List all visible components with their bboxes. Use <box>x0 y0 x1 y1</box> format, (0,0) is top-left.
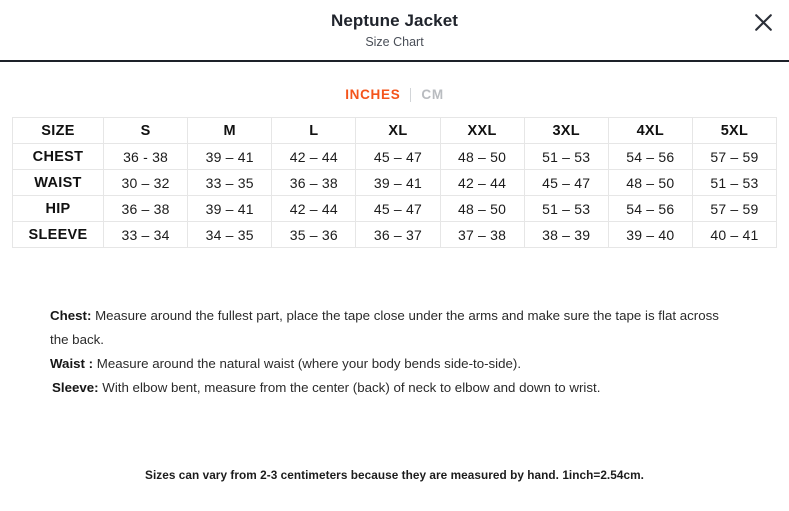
close-button[interactable] <box>747 6 779 38</box>
column-header-m: M <box>188 118 272 144</box>
cell-waist-m: 33 – 35 <box>188 170 272 196</box>
cell-chest-xxl: 48 – 50 <box>440 144 524 170</box>
column-header-xxl: XXL <box>440 118 524 144</box>
unit-toggle <box>0 86 789 104</box>
cell-hip-3xl: 51 – 53 <box>524 196 608 222</box>
column-header-s: S <box>104 118 188 144</box>
modal-header <box>0 0 789 62</box>
cell-sleeve-xxl: 37 – 38 <box>440 222 524 248</box>
column-header-size: SIZE <box>13 118 104 144</box>
note-waist <box>50 352 739 376</box>
note-chest-term: Chest: <box>50 308 92 323</box>
size-table-wrapper <box>12 117 777 248</box>
cell-chest-5xl: 57 – 59 <box>692 144 776 170</box>
cell-chest-4xl: 54 – 56 <box>608 144 692 170</box>
measurement-instructions <box>50 304 739 400</box>
cell-sleeve-5xl: 40 – 41 <box>692 222 776 248</box>
cell-hip-l: 42 – 44 <box>272 196 356 222</box>
tab-cm[interactable]: CM <box>421 87 444 103</box>
tab-inches[interactable]: INCHES <box>345 87 401 103</box>
cell-chest-l: 42 – 44 <box>272 144 356 170</box>
cell-waist-4xl: 48 – 50 <box>608 170 692 196</box>
cell-hip-xxl: 48 – 50 <box>440 196 524 222</box>
table-row <box>13 144 777 170</box>
row-label-sleeve: SLEEVE <box>13 222 104 248</box>
row-label-waist: WAIST <box>13 170 104 196</box>
note-sleeve-term: Sleeve: <box>52 380 99 395</box>
cell-waist-xxl: 42 – 44 <box>440 170 524 196</box>
table-row <box>13 196 777 222</box>
cell-sleeve-l: 35 – 36 <box>272 222 356 248</box>
cell-sleeve-s: 33 – 34 <box>104 222 188 248</box>
size-chart-table <box>12 117 777 248</box>
column-header-xl: XL <box>356 118 440 144</box>
note-sleeve-text: With elbow bent, measure from the center (back) of neck to elbow and down to wrist. <box>98 380 601 395</box>
disclaimer-note: Sizes can vary from 2-3 centimeters because they are measured by hand. 1inch=2.54cm. <box>145 468 644 482</box>
column-header-3xl: 3XL <box>524 118 608 144</box>
cell-sleeve-4xl: 39 – 40 <box>608 222 692 248</box>
cell-chest-xl: 45 – 47 <box>356 144 440 170</box>
note-sleeve <box>50 376 739 400</box>
column-header-4xl: 4XL <box>608 118 692 144</box>
cell-chest-s: 36 - 38 <box>104 144 188 170</box>
cell-waist-l: 36 – 38 <box>272 170 356 196</box>
page-subtitle: Size Chart <box>365 34 424 49</box>
cell-waist-3xl: 45 – 47 <box>524 170 608 196</box>
cell-chest-m: 39 – 41 <box>188 144 272 170</box>
cell-hip-s: 36 – 38 <box>104 196 188 222</box>
note-waist-term: Waist : <box>50 356 94 371</box>
table-row <box>13 222 777 248</box>
cell-hip-5xl: 57 – 59 <box>692 196 776 222</box>
cell-waist-xl: 39 – 41 <box>356 170 440 196</box>
cell-waist-s: 30 – 32 <box>104 170 188 196</box>
note-chest-text: Measure around the fullest part, place the tape close under the arms and make sure the tape is flat across the back. <box>50 308 719 347</box>
cell-hip-4xl: 54 – 56 <box>608 196 692 222</box>
page-title: Neptune Jacket <box>330 11 459 31</box>
table-row <box>13 170 777 196</box>
table-header-row <box>13 118 777 144</box>
cell-hip-m: 39 – 41 <box>188 196 272 222</box>
cell-sleeve-m: 34 – 35 <box>188 222 272 248</box>
row-label-chest: CHEST <box>13 144 104 170</box>
cell-hip-xl: 45 – 47 <box>356 196 440 222</box>
note-chest <box>50 304 739 352</box>
column-header-5xl: 5XL <box>692 118 776 144</box>
cell-sleeve-xl: 36 – 37 <box>356 222 440 248</box>
row-label-hip: HIP <box>13 196 104 222</box>
close-icon <box>754 13 773 32</box>
note-waist-text: Measure around the natural waist (where your body bends side-to-side). <box>93 356 522 371</box>
cell-chest-3xl: 51 – 53 <box>524 144 608 170</box>
cell-waist-5xl: 51 – 53 <box>692 170 776 196</box>
column-header-l: L <box>272 118 356 144</box>
cell-sleeve-3xl: 38 – 39 <box>524 222 608 248</box>
unit-divider <box>410 88 411 102</box>
